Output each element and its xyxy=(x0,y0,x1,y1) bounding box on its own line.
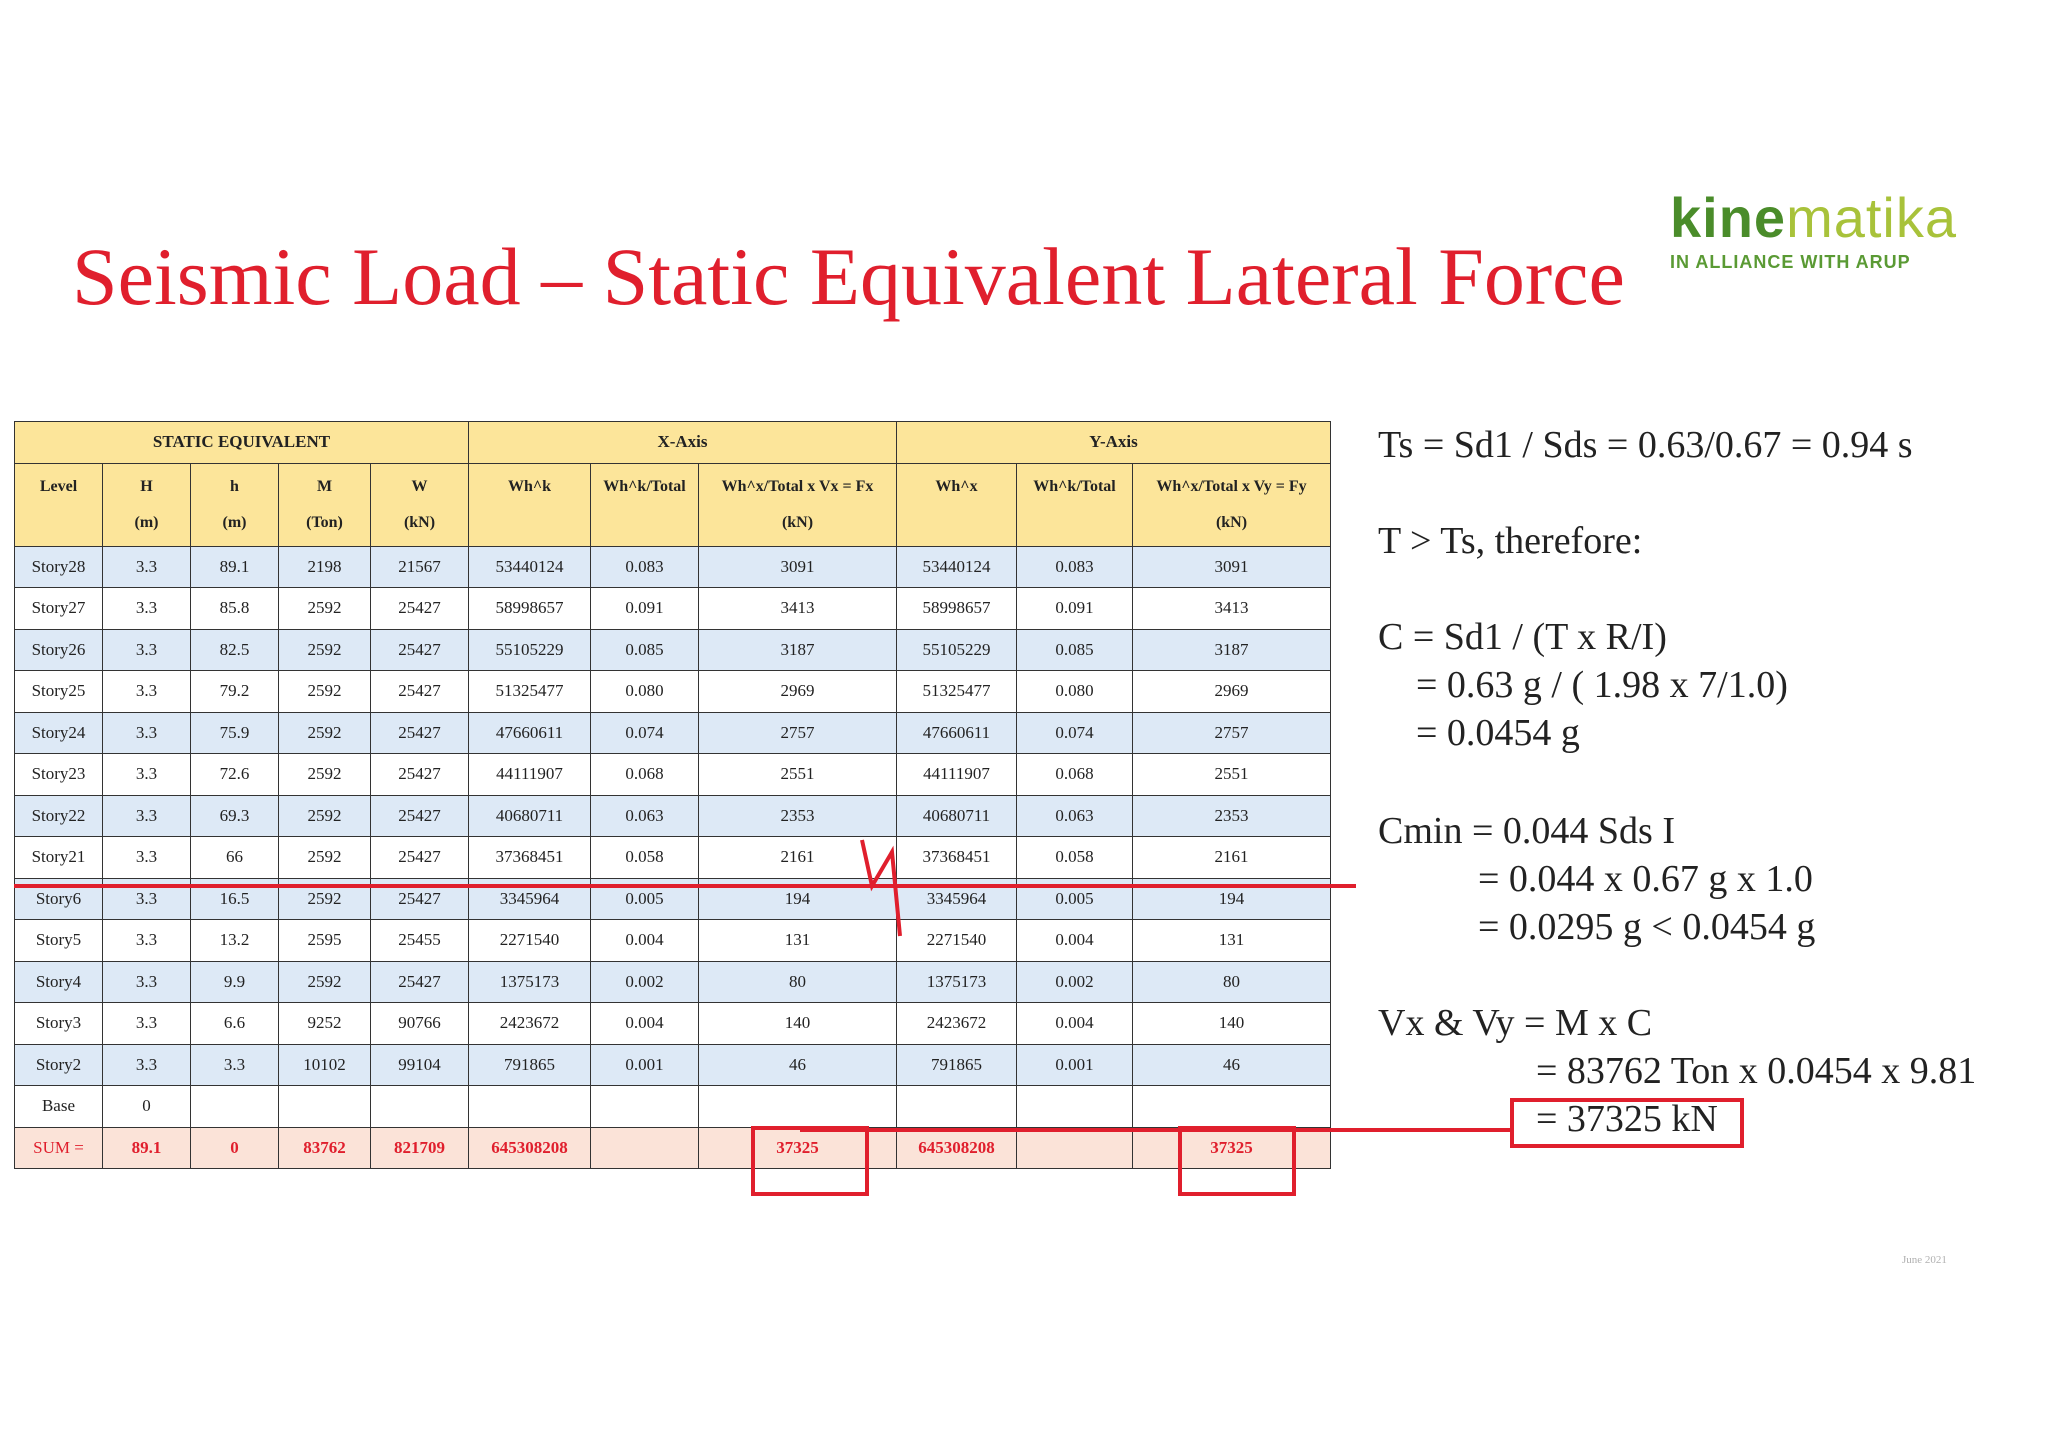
column-header-label: Wh^k/Total xyxy=(603,477,686,495)
table-cell: 25427 xyxy=(371,629,469,671)
group-header-y-axis: Y-Axis xyxy=(897,422,1331,464)
table-cell: 80 xyxy=(1133,961,1331,1003)
table-cell: 0.074 xyxy=(591,712,699,754)
table-cell: Story3 xyxy=(15,1003,103,1045)
table-cell: 2551 xyxy=(699,754,897,796)
table-cell: 1375173 xyxy=(897,961,1017,1003)
table-cell: 0.002 xyxy=(591,961,699,1003)
table-cell: 58998657 xyxy=(897,588,1017,630)
table-cell: 3.3 xyxy=(103,546,191,588)
table-cell: 3091 xyxy=(1133,546,1331,588)
table-cell: 16.5 xyxy=(191,878,279,920)
table-cell: 51325477 xyxy=(897,671,1017,713)
table-cell: 3413 xyxy=(1133,588,1331,630)
table-cell: 140 xyxy=(699,1003,897,1045)
table-cell: 46 xyxy=(1133,1044,1331,1086)
table-cell: 3.3 xyxy=(103,629,191,671)
table-cell: 2271540 xyxy=(897,920,1017,962)
table-cell: 0.058 xyxy=(1017,837,1133,879)
highlight-box-fx-total xyxy=(753,1128,867,1194)
table-cell: Base xyxy=(15,1086,103,1128)
table-cell: 2592 xyxy=(279,878,371,920)
sum-cell: 821709 xyxy=(371,1127,469,1169)
table-cell: 21567 xyxy=(371,546,469,588)
table-cell: 3187 xyxy=(1133,629,1331,671)
equation-line: Ts = Sd1 / Sds = 0.63/0.67 = 0.94 s xyxy=(1378,424,1913,466)
group-header-x-axis: X-Axis xyxy=(469,422,897,464)
table-cell: 0.002 xyxy=(1017,961,1133,1003)
table-cell: 2161 xyxy=(699,837,897,879)
sum-cell: SUM = xyxy=(15,1127,103,1169)
equation-line: = 0.63 g / ( 1.98 x 7/1.0) xyxy=(1416,664,1788,706)
table-cell: 79.2 xyxy=(191,671,279,713)
sum-cell: 0 xyxy=(191,1127,279,1169)
table-cell: 0.004 xyxy=(591,1003,699,1045)
table-cell: 3.3 xyxy=(191,1044,279,1086)
table-cell: 2423672 xyxy=(897,1003,1017,1045)
table-cell: 2353 xyxy=(699,795,897,837)
table-cell: 25427 xyxy=(371,961,469,1003)
table-cell: 44111907 xyxy=(897,754,1017,796)
table-cell: 51325477 xyxy=(469,671,591,713)
table-cell: Story27 xyxy=(15,588,103,630)
table-cell: 3.3 xyxy=(103,795,191,837)
table-cell: 46 xyxy=(699,1044,897,1086)
table-cell: 25427 xyxy=(371,837,469,879)
table-cell: 2969 xyxy=(699,671,897,713)
table-cell: 3091 xyxy=(699,546,897,588)
table-cell: 25427 xyxy=(371,588,469,630)
table-cell: 37368451 xyxy=(897,837,1017,879)
column-header-unit: (kN) xyxy=(1215,513,1248,531)
table-cell: 0.001 xyxy=(591,1044,699,1086)
logo-word-a: kine xyxy=(1670,186,1787,249)
table-cell: 1375173 xyxy=(469,961,591,1003)
table-cell: 3345964 xyxy=(469,878,591,920)
table-cell: 40680711 xyxy=(897,795,1017,837)
table-cell: 2592 xyxy=(279,629,371,671)
table-cell: 0.058 xyxy=(591,837,699,879)
footer-date: June 2021 xyxy=(1902,1254,1947,1266)
sum-cell: 83762 xyxy=(279,1127,371,1169)
table-cell: 55105229 xyxy=(897,629,1017,671)
sum-cell: 645308208 xyxy=(897,1127,1017,1169)
sum-cell: 89.1 xyxy=(103,1127,191,1169)
table-cell: 2592 xyxy=(279,671,371,713)
column-header-label: W xyxy=(411,477,428,495)
column-header-unit: (kN) xyxy=(403,513,436,531)
table-cell: 0.091 xyxy=(1017,588,1133,630)
table-cell: 40680711 xyxy=(469,795,591,837)
table-cell: 13.2 xyxy=(191,920,279,962)
table-cell: 80 xyxy=(699,961,897,1003)
table-cell: 0.085 xyxy=(591,629,699,671)
table-cell: 25427 xyxy=(371,754,469,796)
table-cell: 25455 xyxy=(371,920,469,962)
table-cell: 2969 xyxy=(1133,671,1331,713)
equation-line: T > Ts, therefore: xyxy=(1378,520,1643,562)
table-cell: 0.085 xyxy=(1017,629,1133,671)
column-header-label: H xyxy=(140,477,153,495)
table-cell: 3187 xyxy=(699,629,897,671)
table-cell: Story25 xyxy=(15,671,103,713)
table-cell: 0.068 xyxy=(1017,754,1133,796)
column-header-label: Wh^x xyxy=(935,477,978,495)
table-cell: 3.3 xyxy=(103,1044,191,1086)
table-cell: 58998657 xyxy=(469,588,591,630)
column-header-label: Wh^k/Total xyxy=(1033,477,1116,495)
table-cell: 25427 xyxy=(371,795,469,837)
sum-cell: 37325 xyxy=(1133,1127,1331,1169)
table-cell: 53440124 xyxy=(897,546,1017,588)
table-cell: Story23 xyxy=(15,754,103,796)
table-cell: 90766 xyxy=(371,1003,469,1045)
table-cell: 131 xyxy=(1133,920,1331,962)
sum-cell: 645308208 xyxy=(469,1127,591,1169)
table-cell: 3.3 xyxy=(103,671,191,713)
column-header-unit: (m) xyxy=(222,513,247,531)
table-cell: 89.1 xyxy=(191,546,279,588)
table-cell: 9.9 xyxy=(191,961,279,1003)
highlight-box-fy-total xyxy=(1180,1128,1294,1194)
table-cell: 0.001 xyxy=(1017,1044,1133,1086)
table-cell: 0.074 xyxy=(1017,712,1133,754)
table-cell: 2757 xyxy=(1133,712,1331,754)
table-cell: 9252 xyxy=(279,1003,371,1045)
equation-line: C = Sd1 / (T x R/I) xyxy=(1378,616,1667,658)
table-cell: 791865 xyxy=(469,1044,591,1086)
table-cell: 0.091 xyxy=(591,588,699,630)
column-header-label: h xyxy=(230,477,239,495)
table-cell: Story4 xyxy=(15,961,103,1003)
table-cell: 99104 xyxy=(371,1044,469,1086)
sum-cell: 37325 xyxy=(699,1127,897,1169)
table-cell: 140 xyxy=(1133,1003,1331,1045)
table-cell: 3413 xyxy=(699,588,897,630)
table-cell: Story22 xyxy=(15,795,103,837)
table-cell: 69.3 xyxy=(191,795,279,837)
column-header-unit: (m) xyxy=(134,513,159,531)
table-cell: 2551 xyxy=(1133,754,1331,796)
table-cell: 0.068 xyxy=(591,754,699,796)
table-cell: 44111907 xyxy=(469,754,591,796)
table-cell: 0.063 xyxy=(1017,795,1133,837)
column-header-unit: (kN) xyxy=(781,513,814,531)
table-cell: 3.3 xyxy=(103,920,191,962)
table-cell: 131 xyxy=(699,920,897,962)
table-cell: 0.005 xyxy=(591,878,699,920)
page-title: Seismic Load – Static Equivalent Lateral Force xyxy=(72,231,1625,322)
highlight-box-result xyxy=(1512,1100,1742,1146)
table-cell: 194 xyxy=(1133,878,1331,920)
table-cell: Story28 xyxy=(15,546,103,588)
column-header-label: M xyxy=(316,477,333,495)
table-cell: 791865 xyxy=(897,1044,1017,1086)
table-cell: 194 xyxy=(699,878,897,920)
table-cell: 10102 xyxy=(279,1044,371,1086)
table-cell: 66 xyxy=(191,837,279,879)
table-cell: 0.004 xyxy=(1017,920,1133,962)
column-header-label: Level xyxy=(39,477,78,495)
table-cell: 2592 xyxy=(279,754,371,796)
table-cell: 2423672 xyxy=(469,1003,591,1045)
table-cell: 2757 xyxy=(699,712,897,754)
column-header-label: Wh^k xyxy=(507,477,552,495)
table-cell: 25427 xyxy=(371,671,469,713)
equation-line: Vx & Vy = M x C xyxy=(1378,1002,1653,1044)
table-cell: Story2 xyxy=(15,1044,103,1086)
table-cell: Story26 xyxy=(15,629,103,671)
table-cell: 0.063 xyxy=(591,795,699,837)
table-cell: Story6 xyxy=(15,878,103,920)
table-cell: 3.3 xyxy=(103,754,191,796)
table-cell: 75.9 xyxy=(191,712,279,754)
table-cell: 37368451 xyxy=(469,837,591,879)
equation-line: = 0.0454 g xyxy=(1416,712,1580,754)
table-cell: 47660611 xyxy=(897,712,1017,754)
table-cell: 3.3 xyxy=(103,878,191,920)
equation-line: Cmin = 0.044 Sds I xyxy=(1378,810,1675,852)
table-cell: 53440124 xyxy=(469,546,591,588)
table-cell: 2592 xyxy=(279,712,371,754)
table-cell: 72.6 xyxy=(191,754,279,796)
equation-line: = 0.044 x 0.67 g x 1.0 xyxy=(1478,858,1813,900)
table-cell: Story24 xyxy=(15,712,103,754)
table-cell: 85.8 xyxy=(191,588,279,630)
table-cell: 47660611 xyxy=(469,712,591,754)
table-cell: 3.3 xyxy=(103,837,191,879)
column-header-label: Wh^x/Total x Vy = Fy xyxy=(1156,477,1307,495)
table-cell: 0.004 xyxy=(1017,1003,1133,1045)
column-header-label: Wh^x/Total x Vx = Fx xyxy=(721,477,874,495)
table-cell: 2595 xyxy=(279,920,371,962)
table-cell: 25427 xyxy=(371,878,469,920)
table-cell: 2592 xyxy=(279,795,371,837)
table-cell: 0.080 xyxy=(591,671,699,713)
table-cell: 3.3 xyxy=(103,961,191,1003)
table-cell: 2592 xyxy=(279,588,371,630)
table-cell: 6.6 xyxy=(191,1003,279,1045)
table-cell: 0.080 xyxy=(1017,671,1133,713)
equation-line: = 83762 Ton x 0.0454 x 9.81 xyxy=(1536,1050,1977,1092)
table-cell: 2592 xyxy=(279,961,371,1003)
table-cell: 3.3 xyxy=(103,588,191,630)
table-cell: 3.3 xyxy=(103,712,191,754)
table-cell: 0 xyxy=(103,1086,191,1128)
table-cell: Story5 xyxy=(15,920,103,962)
table-cell: 0.005 xyxy=(1017,878,1133,920)
group-header-static: STATIC EQUIVALENT xyxy=(15,422,469,464)
table-cell: 2198 xyxy=(279,546,371,588)
equation-line: = 37325 kN xyxy=(1536,1098,1718,1140)
logo-word-b: matika xyxy=(1786,186,1957,249)
table-cell: Story21 xyxy=(15,837,103,879)
equation-line: = 0.0295 g < 0.0454 g xyxy=(1478,906,1816,948)
table-cell: 0.004 xyxy=(591,920,699,962)
table-cell: 25427 xyxy=(371,712,469,754)
table-cell: 55105229 xyxy=(469,629,591,671)
table-cell: 0.083 xyxy=(1017,546,1133,588)
logo-tagline: IN ALLIANCE WITH ARUP xyxy=(1670,252,1911,272)
column-header-unit: (Ton) xyxy=(306,513,343,531)
table-cell: 82.5 xyxy=(191,629,279,671)
table-cell: 2271540 xyxy=(469,920,591,962)
table-cell: 3345964 xyxy=(897,878,1017,920)
table-cell: 0.083 xyxy=(591,546,699,588)
table-cell: 2592 xyxy=(279,837,371,879)
table-cell: 2353 xyxy=(1133,795,1331,837)
table-cell: 2161 xyxy=(1133,837,1331,879)
table-cell: 3.3 xyxy=(103,1003,191,1045)
